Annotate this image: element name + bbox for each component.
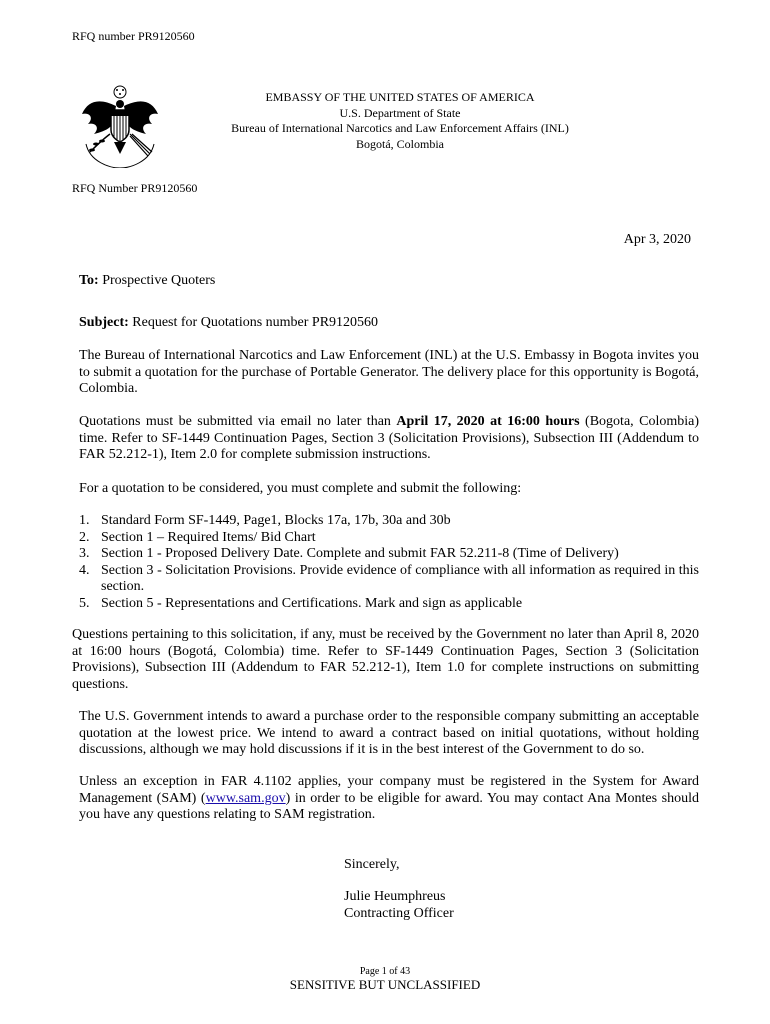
subject-value: Request for Quotations number PR9120560 [132, 315, 379, 330]
intro-paragraph: The Bureau of International Narcotics and Law Enforcement (INL) at the U.S. Embassy in Bogota invites you to submit a quotation for the purchase of Portable Generator. The delivery place for this opportunity is Bogotá, Colombia. [79, 348, 699, 397]
signer-title: Contracting Officer [344, 906, 454, 921]
department-name: U.S. Department of State [339, 105, 461, 120]
to-label: To: [79, 273, 99, 288]
letterhead [200, 90, 600, 152]
subject-line [79, 315, 378, 331]
to-line [79, 273, 215, 289]
requirements-list [79, 513, 699, 613]
list-item: 1. Standard Form SF-1449, Page1, Blocks 17a, 17b, 30a and 30b [79, 513, 451, 528]
list-item: 3. Section 1 - Proposed Delivery Date. Complete and submit FAR 52.211-8 (Time of Delivery) [79, 546, 619, 562]
sam-link[interactable]: www.sam.gov [205, 790, 286, 806]
list-item: 5. Section 5 - Representations and Certifications. Mark and sign as applicable [79, 595, 523, 611]
sam-paragraph [79, 774, 699, 824]
subject-label: Subject: [79, 315, 129, 330]
rfq-number: RFQ Number PR9120560 [72, 181, 198, 195]
questions-paragraph: Questions pertaining to this solicitation, if any, must be received by the Government no later than April 8, 2020 at 16:00 hours (Bogotá, Colombia) time. Refer to SF-1449 Continuation Pages, Section 3 (Solicitation Provisions), Subsection III (Addendum to FAR 52.212-1), Item 1.0 for complete instructions on submitting questions. [72, 627, 699, 692]
deadline-date: April 17, 2020 at 16:00 hours [396, 414, 580, 429]
sam-text-post: ) in order to be eligible for award. You may contact Ana Montes should you have any questions relating to SAM registration. [79, 790, 699, 823]
embassy-name: EMBASSY OF THE UNITED STATES OF AMERICA [265, 90, 535, 104]
award-paragraph: The U.S. Government intends to award a purchase order to the responsible company submitting an acceptable quotation at the lowest price. We intend to award a contract based on initial quotations, without holding discussions, although we may hold discussions if it is in the best interest of the Government to do so. [79, 709, 699, 758]
deadline-paragraph [79, 414, 699, 464]
bureau-name: Bureau of International Narcotics and Law Enforcement Affairs (INL) [231, 121, 569, 135]
rfq-number-top: RFQ number PR9120560 [72, 29, 195, 43]
closing: Sincerely, [344, 857, 400, 872]
page-number: Page 1 of 43 [359, 966, 411, 977]
location: Bogotá, Colombia [356, 136, 444, 151]
classification-marking: SENSITIVE BUT UNCLASSIFIED [289, 977, 481, 992]
deadline-text-post: (Bogota, Colombia) time. Refer to SF-1449 Continuation Pages, Section 3 (Solicitation Provisions), Subsection III (Addendum to FAR 52.212-1), Item 2.0 for complete submission instructions. [79, 414, 699, 463]
signer-name: Julie Heumphreus [344, 889, 446, 904]
list-intro: For a quotation to be considered, you must complete and submit the following: [79, 481, 522, 496]
sam-text-pre: Unless an exception in FAR 4.1102 applies, your company must be registered in the System for Award Management (SAM) ( [79, 774, 699, 806]
great-seal-logo [80, 84, 160, 168]
to-value: Prospective Quoters [102, 273, 216, 288]
list-item: 4. Section 3 - Solicitation Provisions. Provide evidence of compliance with all information as required in this section. [79, 562, 699, 595]
list-item: 2. Section 1 – Required Items/ Bid Chart [79, 529, 316, 545]
deadline-text-pre: Quotations must be submitted via email no later than [79, 414, 397, 429]
letter-date: Apr 3, 2020 [623, 232, 691, 247]
